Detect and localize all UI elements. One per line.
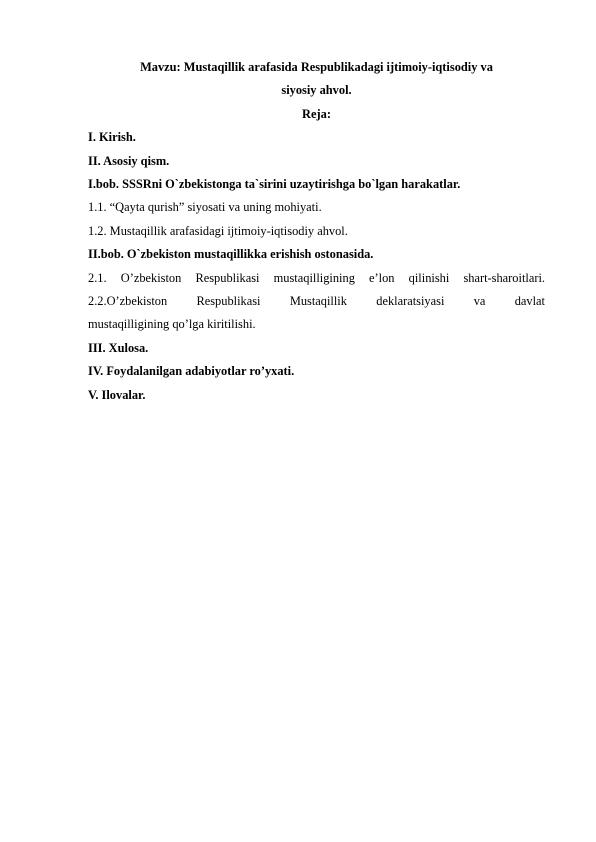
word: deklaratsiyasi: [376, 294, 445, 309]
word: 2.1.: [88, 270, 107, 285]
word: va: [473, 294, 486, 309]
word: mustaqilligining: [273, 270, 355, 285]
plan-item-2-2: [88, 290, 545, 313]
plan-chapter-1: I.bob. SSSRni O`zbekistonga ta`sirini uzaytirishga bo`lgan harakatlar.: [88, 177, 461, 192]
word: shart-sharoitlari.: [463, 270, 545, 285]
word: O’zbekiston: [120, 270, 182, 285]
word: Respublikasi: [196, 294, 261, 309]
word: qilinishi: [408, 270, 450, 285]
plan-item-appendices: V. Ilovalar.: [88, 387, 146, 402]
word: davlat: [514, 294, 545, 309]
plan-chapter-2: II.bob. O`zbekiston mustaqillikka erishish ostonasida.: [88, 247, 374, 262]
word: 2.2.O’zbekiston: [88, 294, 168, 309]
plan-item-conclusion: III. Xulosa.: [88, 340, 149, 355]
plan-item-1-2: 1.2. Mustaqillik arafasidagi ijtimoiy-iqtisodiy ahvol.: [88, 223, 348, 238]
plan-item-1-1: 1.1. “Qayta qurish” siyosati va uning mohiyati.: [88, 200, 322, 215]
plan-item-main-part: II. Asosiy qism.: [88, 153, 170, 168]
plan-item-2-1: [88, 267, 545, 290]
plan-item-references: IV. Foydalanilgan adabiyotlar ro’yxati.: [88, 364, 295, 379]
word: Mustaqillik: [289, 294, 347, 309]
document-content: [88, 56, 545, 407]
word: Respublikasi: [195, 270, 260, 285]
plan-heading: Reja:: [302, 106, 331, 121]
plan-item-2-2-continuation: mustaqilligining qo’lga kiritilishi.: [88, 317, 256, 332]
document-title-line-1: Mavzu: Mustaqillik arafasida Respublikadagi ijtimoiy-iqtisodiy va: [140, 60, 493, 74]
word: e’lon: [369, 270, 395, 285]
plan-item-intro: I. Kirish.: [88, 130, 136, 145]
document-title-line-2: siyosiy ahvol.: [281, 83, 352, 98]
